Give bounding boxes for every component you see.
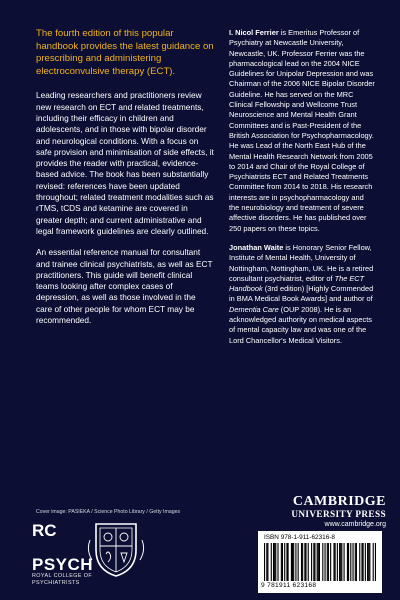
book-title: The ECT Handbook	[229, 273, 365, 294]
publisher-press: UNIVERSITY PRESS	[291, 509, 386, 519]
college-line: PSYCHIATRISTS	[32, 579, 80, 586]
author-bio-text: is Emeritus Professor of Psychiatry at Newcastle University, Newcastle, UK. Professor Ferrier was the pharmacological lead on the 2004 NICE Guidelines for Unipolar Depression and was Chairman of the 2006 NICE Bipolar Disorder Guideline. He has served on the MRC Clinical Fellowship and Wellcome Trust Neuroscience and Mental Health Grant Committees and is Past-President of the British Association for Psychopharmacology. He was Lead of the North East Hub of the Mental Health Research Network from 2005 to 2014 and Chair of the Royal College of Psychiatrists ECT and Related Treatments Committee from 2014 to 2018. His research interests are in psychopharmacology and the neurobiology and treatment of severe affective disorders. He has published over 250 papers on these topics.	[229, 28, 375, 233]
college-crest-icon	[86, 520, 146, 580]
publisher-block	[246, 495, 386, 529]
author-bio-ferrier	[229, 28, 375, 234]
image-credit: Cover image: PASIEKA / Science Photo Library / Getty Images	[36, 509, 181, 515]
blurb-column	[36, 28, 214, 336]
author-bio-waite	[229, 243, 375, 346]
college-name	[32, 573, 92, 586]
barcode-bars-icon	[264, 543, 376, 581]
book-title: Dementia Care	[229, 304, 279, 314]
author-bio-text: (3rd edition) [Highly Commended in BMA Medical Book Awards] and author of	[229, 284, 374, 304]
author-name: Jonathan Waite	[229, 242, 284, 252]
intro-text: The fourth edition of this popular handbook provides the latest guidance on prescribing and administering electroconvulsive therapy (ECT).	[36, 28, 214, 77]
publisher-name: CAMBRIDGE	[292, 494, 386, 509]
barcode	[258, 531, 382, 593]
publisher-url: www.cambridge.org	[324, 521, 386, 528]
college-line: ROYAL COLLEGE OF	[32, 573, 93, 579]
author-name: I. Nicol Ferrier	[229, 28, 279, 37]
author-bio-text: is Honorary Senior Fellow, Institute of Mental Health, University of Nottingham, Nottingham, UK. He is a retired consultant psychiatrist, editor of	[229, 242, 374, 283]
author-bio-text: (OUP 2008). He is an acknowledged authority on medical aspects of mental capacity law and was one of the Lord Chancellor's Medical Visitors.	[229, 304, 372, 345]
psych-text: PSYCH	[32, 555, 94, 574]
isbn-text: ISBN 978-1-911-62316-8	[264, 534, 335, 541]
author-bios	[229, 28, 375, 355]
rc-text: RC	[32, 521, 57, 540]
blurb-paragraph: An essential reference manual for consultant and trainee clinical psychiatrists, as well as ECT practitioners. This guide will benefit clinical teams looking after complex cases of depression, as well as those involved in the care of other people for whom ECT may be recommended.	[36, 247, 213, 326]
barcode-digits: 9 781911 623168	[261, 582, 317, 589]
blurb-paragraph: Leading researchers and practitioners review new research on ECT and related treatments, including their efficacy in children and adolescents, and in those with bipolar disorder and neurological conditions. With a focus on safe provision and minimisation of side effects, it provides the reader with practical, evidence-based advice. The book has been substantially revised: references have been updated throughout; related treatment modalities such as rTMS, tCDS and ketamine are covered in greater depth; and current administrative and legal framework guidelines are clearly outlined.	[36, 90, 214, 236]
